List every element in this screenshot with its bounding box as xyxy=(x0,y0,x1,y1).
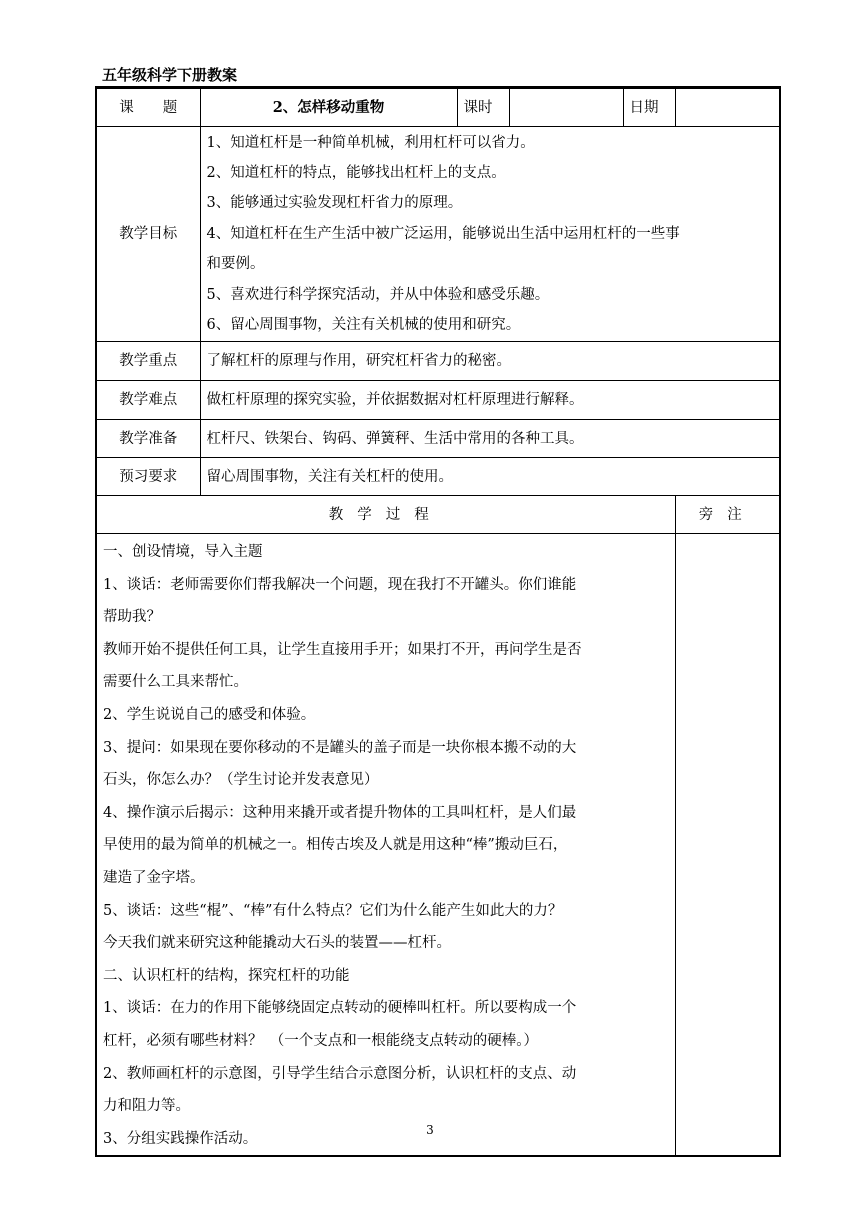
difficulty-value: 做杠杆原理的探究实验，并依据数据对杠杆原理进行解释。 xyxy=(200,381,780,420)
process-header-row xyxy=(96,496,780,534)
process-line: 需要什么工具来帮忙。 xyxy=(103,674,248,691)
process-line: 1、谈话：在力的作用下能够绕固定点转动的硬棒叫杠杆。所以要构成一个 xyxy=(103,1000,577,1017)
date-label: 日期 xyxy=(623,88,675,127)
preparation-label: 教学准备 xyxy=(96,420,200,458)
date-value xyxy=(675,88,780,127)
process-body-row xyxy=(96,534,780,1157)
objective-item: 4、知道杠杆在生产生活中被广泛运用，能够说出生活中运用杠杆的一些事 xyxy=(206,225,680,242)
process-line: 今天我们就来研究这种能撬动大石头的装置——杠杆。 xyxy=(103,935,451,952)
topic-label: 课 题 xyxy=(96,88,200,127)
notes-header: 旁注 xyxy=(675,496,780,534)
objectives-row xyxy=(96,127,780,342)
objective-item: 2、知道杠杆的特点，能够找出杠杆上的支点。 xyxy=(206,164,506,181)
process-line: 2、教师画杠杆的示意图，引导学生结合示意图分析，认识杠杆的支点、动 xyxy=(103,1065,577,1082)
process-line: 早使用的最为简单的机械之一。相传古埃及人就是用这种“棒”搬动巨石， xyxy=(103,837,568,854)
process-line: 5、谈话：这些“棍”、“棒”有什么特点？它们为什么能产生如此大的力？ xyxy=(103,902,563,919)
preparation-row xyxy=(96,420,780,458)
period-label: 课时 xyxy=(457,88,509,127)
process-line: 教师开始不提供任何工具，让学生直接用手开；如果打不开，再问学生是否 xyxy=(103,641,582,658)
process-line: 一、创设情境，导入主题 xyxy=(103,544,263,560)
key-point-value: 了解杠杆的原理与作用，研究杠杆省力的秘密。 xyxy=(200,342,780,381)
topic-row xyxy=(96,88,780,127)
process-content xyxy=(96,534,675,1157)
objectives-label: 教学目标 xyxy=(96,127,200,342)
process-line: 3、提问：如果现在要你移动的不是罐头的盖子而是一块你根本搬不动的大 xyxy=(103,739,577,756)
key-point-row xyxy=(96,342,780,381)
objectives-list xyxy=(200,127,780,342)
process-line: 力和阻力等。 xyxy=(103,1098,190,1115)
preparation-value: 杠杆尺、铁架台、钩码、弹簧秤、生活中常用的各种工具。 xyxy=(200,420,780,458)
preview-row xyxy=(96,458,780,496)
process-line: 2、学生说说自己的感受和体验。 xyxy=(103,706,316,723)
objective-item: 1、知道杠杆是一种简单机械，利用杠杆可以省力。 xyxy=(206,134,535,151)
process-line: 1、谈话：老师需要你们帮我解决一个问题，现在我打不开罐头。你们谁能 xyxy=(103,576,577,593)
period-value xyxy=(509,88,623,127)
objective-item: 3、能够通过实验发现杠杆省力的原理。 xyxy=(206,195,463,212)
topic-value: 2、怎样移动重物 xyxy=(200,88,457,127)
objective-item: 6、留心周围事物，关注有关机械的使用和研究。 xyxy=(206,317,521,334)
key-point-label: 教学重点 xyxy=(96,342,200,381)
process-line: 帮助我？ xyxy=(103,609,161,626)
objective-item: 和要例。 xyxy=(206,256,265,273)
process-line: 石头，你怎么办？（学生讨论并发表意见） xyxy=(103,772,379,789)
process-line: 杠杆，必须有哪些材料？ （一个支点和一根能绕支点转动的硬棒。） xyxy=(103,1032,538,1049)
process-line: 3、分组实践操作活动。 xyxy=(103,1130,258,1147)
lesson-plan-table xyxy=(95,86,781,1157)
preview-value: 留心周围事物，关注有关杠杆的使用。 xyxy=(200,458,780,496)
difficulty-label: 教学难点 xyxy=(96,381,200,420)
objective-item: 5、喜欢进行科学探究活动，并从中体验和感受乐趣。 xyxy=(206,286,550,303)
process-line: 二、认识杠杆的结构，探究杠杆的功能 xyxy=(103,967,350,984)
preview-label: 预习要求 xyxy=(96,458,200,496)
process-line: 4、操作演示后揭示：这种用来撬开或者提升物体的工具叫杠杆，是人们最 xyxy=(103,804,577,821)
notes-column xyxy=(675,534,780,1157)
process-header: 教学过程 xyxy=(96,496,675,534)
process-line: 建造了金字塔。 xyxy=(103,869,205,886)
difficulty-row xyxy=(96,381,780,420)
page-number: 3 xyxy=(426,1123,434,1137)
document-header-title: 五年级科学下册教案 xyxy=(102,66,238,84)
